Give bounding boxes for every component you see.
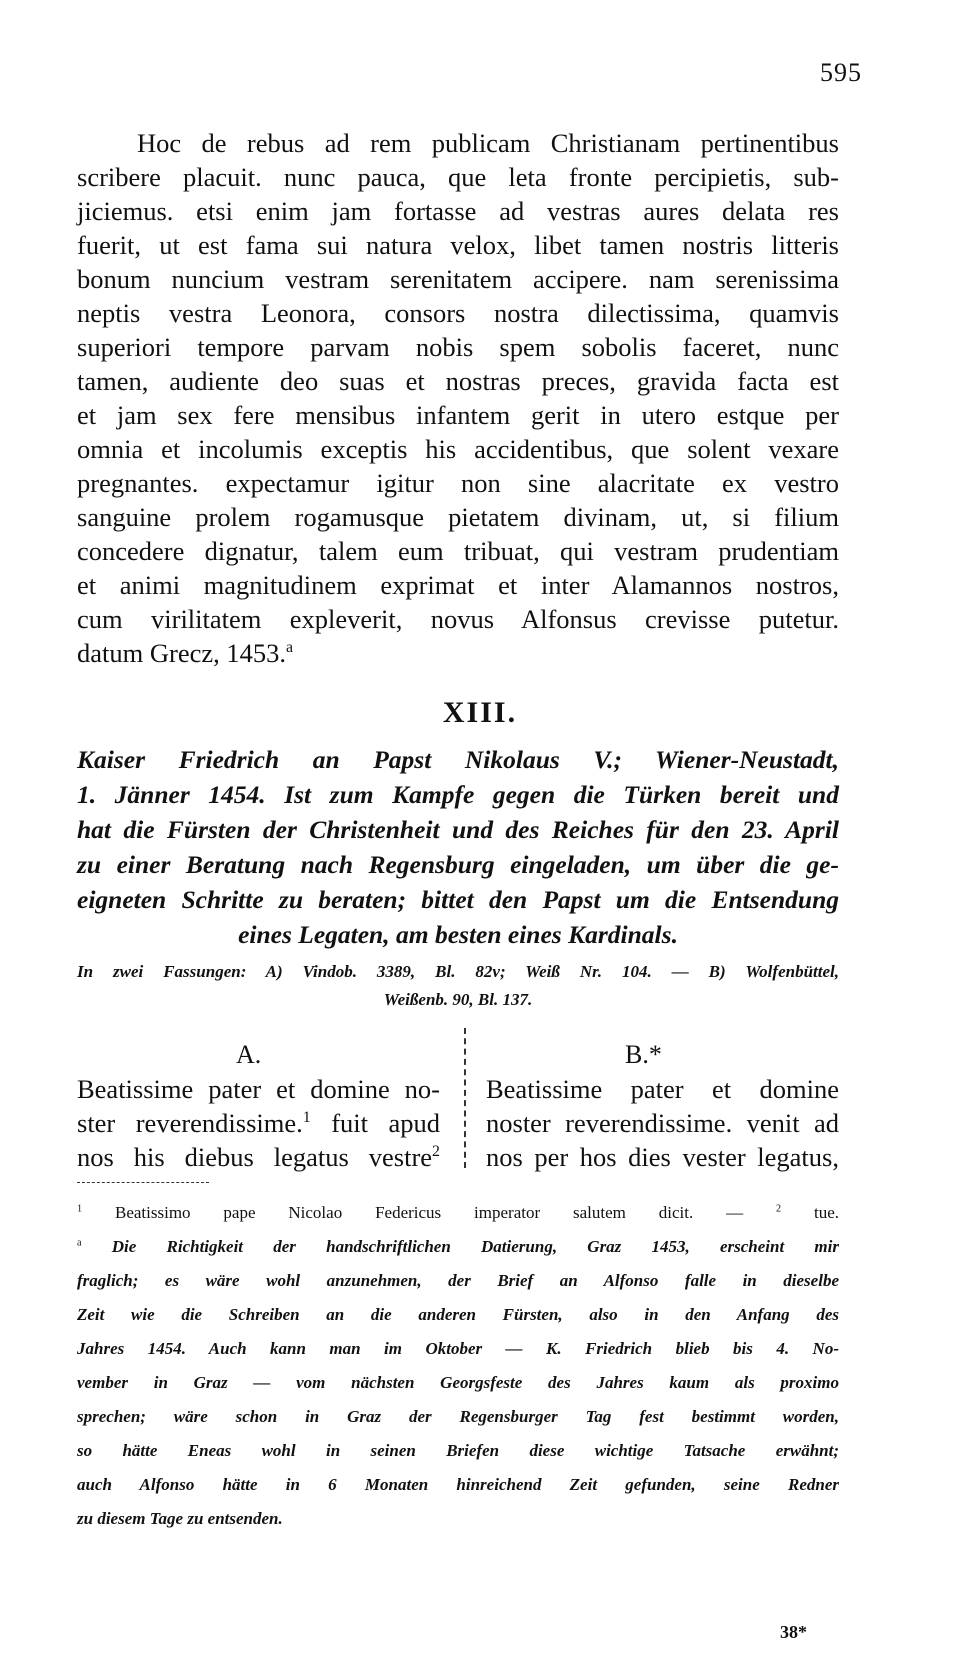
body-line: concedere dignatur, talem eum tribuat, qui vestram prudentiam	[77, 536, 839, 566]
regest-line: hat die Fürsten der Christenheit und des Reiches für den 23. April	[77, 815, 839, 844]
footnote-a-line: vember in Graz — vom nächsten Georgsfeste des Jahres kaum als proximo	[77, 1373, 839, 1392]
footnote-1-2: $^1$ Beatissimo pape Nicolao Federicus imperator salutem dicit. — $^2$ tue.	[77, 1203, 840, 1222]
column-b-line: nos per hos dies vester legatus,	[486, 1142, 839, 1172]
source-line: Weißenb. 90, Bl. 137.	[383, 990, 533, 1009]
signature-mark: 38*	[780, 1622, 807, 1642]
body-line: tamen, audiente deo suas et nostras preces, gravida facta est	[77, 366, 839, 396]
body-line: neptis vestra Leonora, consors nostra dilectissima, quamvis	[77, 298, 839, 328]
column-divider	[464, 1028, 466, 1168]
column-a-line: nos his diebus legatus vestre$^2$	[77, 1142, 440, 1172]
column-a-line: ster reverendissime.$^1$ fuit apud	[77, 1108, 441, 1138]
footnote-a-line: $^a$ Die Richtigkeit der handschriftlichen Datierung, Graz 1453, erscheint mir	[77, 1237, 839, 1256]
footnote-marker-1: 1	[302, 1109, 311, 1127]
column-a-heading: A.	[236, 1040, 262, 1069]
footnote-marker-2: 2	[432, 1143, 440, 1161]
page-number: 595	[820, 58, 862, 87]
column-b-line: Beatissime pater et domine	[486, 1074, 839, 1104]
footnote-rule	[77, 1182, 209, 1183]
footnote-a-line: zu diesem Tage zu entsenden.	[77, 1509, 283, 1528]
regest-line: 1. Jänner 1454. Ist zum Kampfe gegen die Türken bereit und	[77, 780, 839, 809]
body-line: omnia et incolumis exceptis his accidentibus, que solent vexare	[77, 434, 839, 464]
body-line-last	[77, 636, 839, 670]
footnote-a-line: fraglich; es wäre wohl anzunehmen, der Brief an Alfonso falle in dieselbe	[77, 1271, 839, 1290]
body-line: fuerit, ut est fama sui natura velox, libet tamen nostris litteris	[77, 230, 839, 260]
body-line: Hoc de rebus ad rem publicam Christianam pertinentibus	[137, 128, 839, 158]
footnote-a-line: Zeit wie die Schreiben an die anderen Fürsten, also in den Anfang des	[77, 1305, 839, 1324]
dating-line: datum Grecz, 1453.	[77, 638, 286, 668]
body-line: superiori tempore parvam nobis spem sobolis faceret, nunc	[77, 332, 839, 362]
regest-line: eigneten Schritte zu beraten; bittet den Papst um die Entsendung	[77, 885, 839, 914]
regest-line: eines Legaten, am besten eines Kardinals.	[238, 920, 678, 949]
footnote-a-line: sprechen; wäre schon in Graz der Regensburger Tag fest bestimmt worden,	[77, 1407, 839, 1426]
source-line: In zwei Fassungen: A) Vindob. 3389, Bl. 82v; Weiß Nr. 104. — B) Wolfenbüttel,	[77, 962, 839, 981]
body-line: pregnantes. expectamur igitur non sine alacritate ex vestro	[77, 468, 839, 498]
body-line: scribere placuit. nunc pauca, que leta fronte percipietis, sub-	[77, 162, 839, 192]
footnote-marker-a: a	[286, 639, 294, 657]
body-line: bonum nuncium vestram serenitatem accipere. nam serenissima	[77, 264, 839, 294]
footnote-a-line: Jahres 1454. Auch kann man im Oktober — K. Friedrich blieb bis 4. No-	[77, 1339, 839, 1358]
body-line: et animi magnitudinem exprimat et inter Alamannos nostros,	[77, 570, 839, 600]
column-a-line: Beatissime pater et domine no-	[77, 1074, 440, 1104]
body-line: jiciemus. etsi enim jam fortasse ad vestras aures delata res	[77, 196, 839, 226]
body-line: et jam sex fere mensibus infantem gerit in utero estque per	[77, 400, 839, 430]
column-b-heading: B.*	[625, 1040, 662, 1069]
regest-line: zu einer Beratung nach Regensburg eingeladen, um über die ge-	[77, 850, 839, 879]
column-b-line: noster reverendissime. venit ad	[486, 1108, 839, 1138]
footnote-a-line: auch Alfonso hätte in 6 Monaten hinreichend Zeit gefunden, seine Redner	[77, 1475, 839, 1494]
section-number: XIII.	[442, 696, 518, 729]
body-line: sanguine prolem rogamusque pietatem divinam, ut, si filium	[77, 502, 839, 532]
footnote-a-line: so hätte Eneas wohl in seinen Briefen diese wichtige Tatsache erwähnt;	[77, 1441, 839, 1460]
regest-line: Kaiser Friedrich an Papst Nikolaus V.; Wiener-Neustadt,	[77, 745, 839, 774]
body-line: cum virilitatem expleverit, novus Alfonsus crevisse putetur.	[77, 604, 839, 634]
